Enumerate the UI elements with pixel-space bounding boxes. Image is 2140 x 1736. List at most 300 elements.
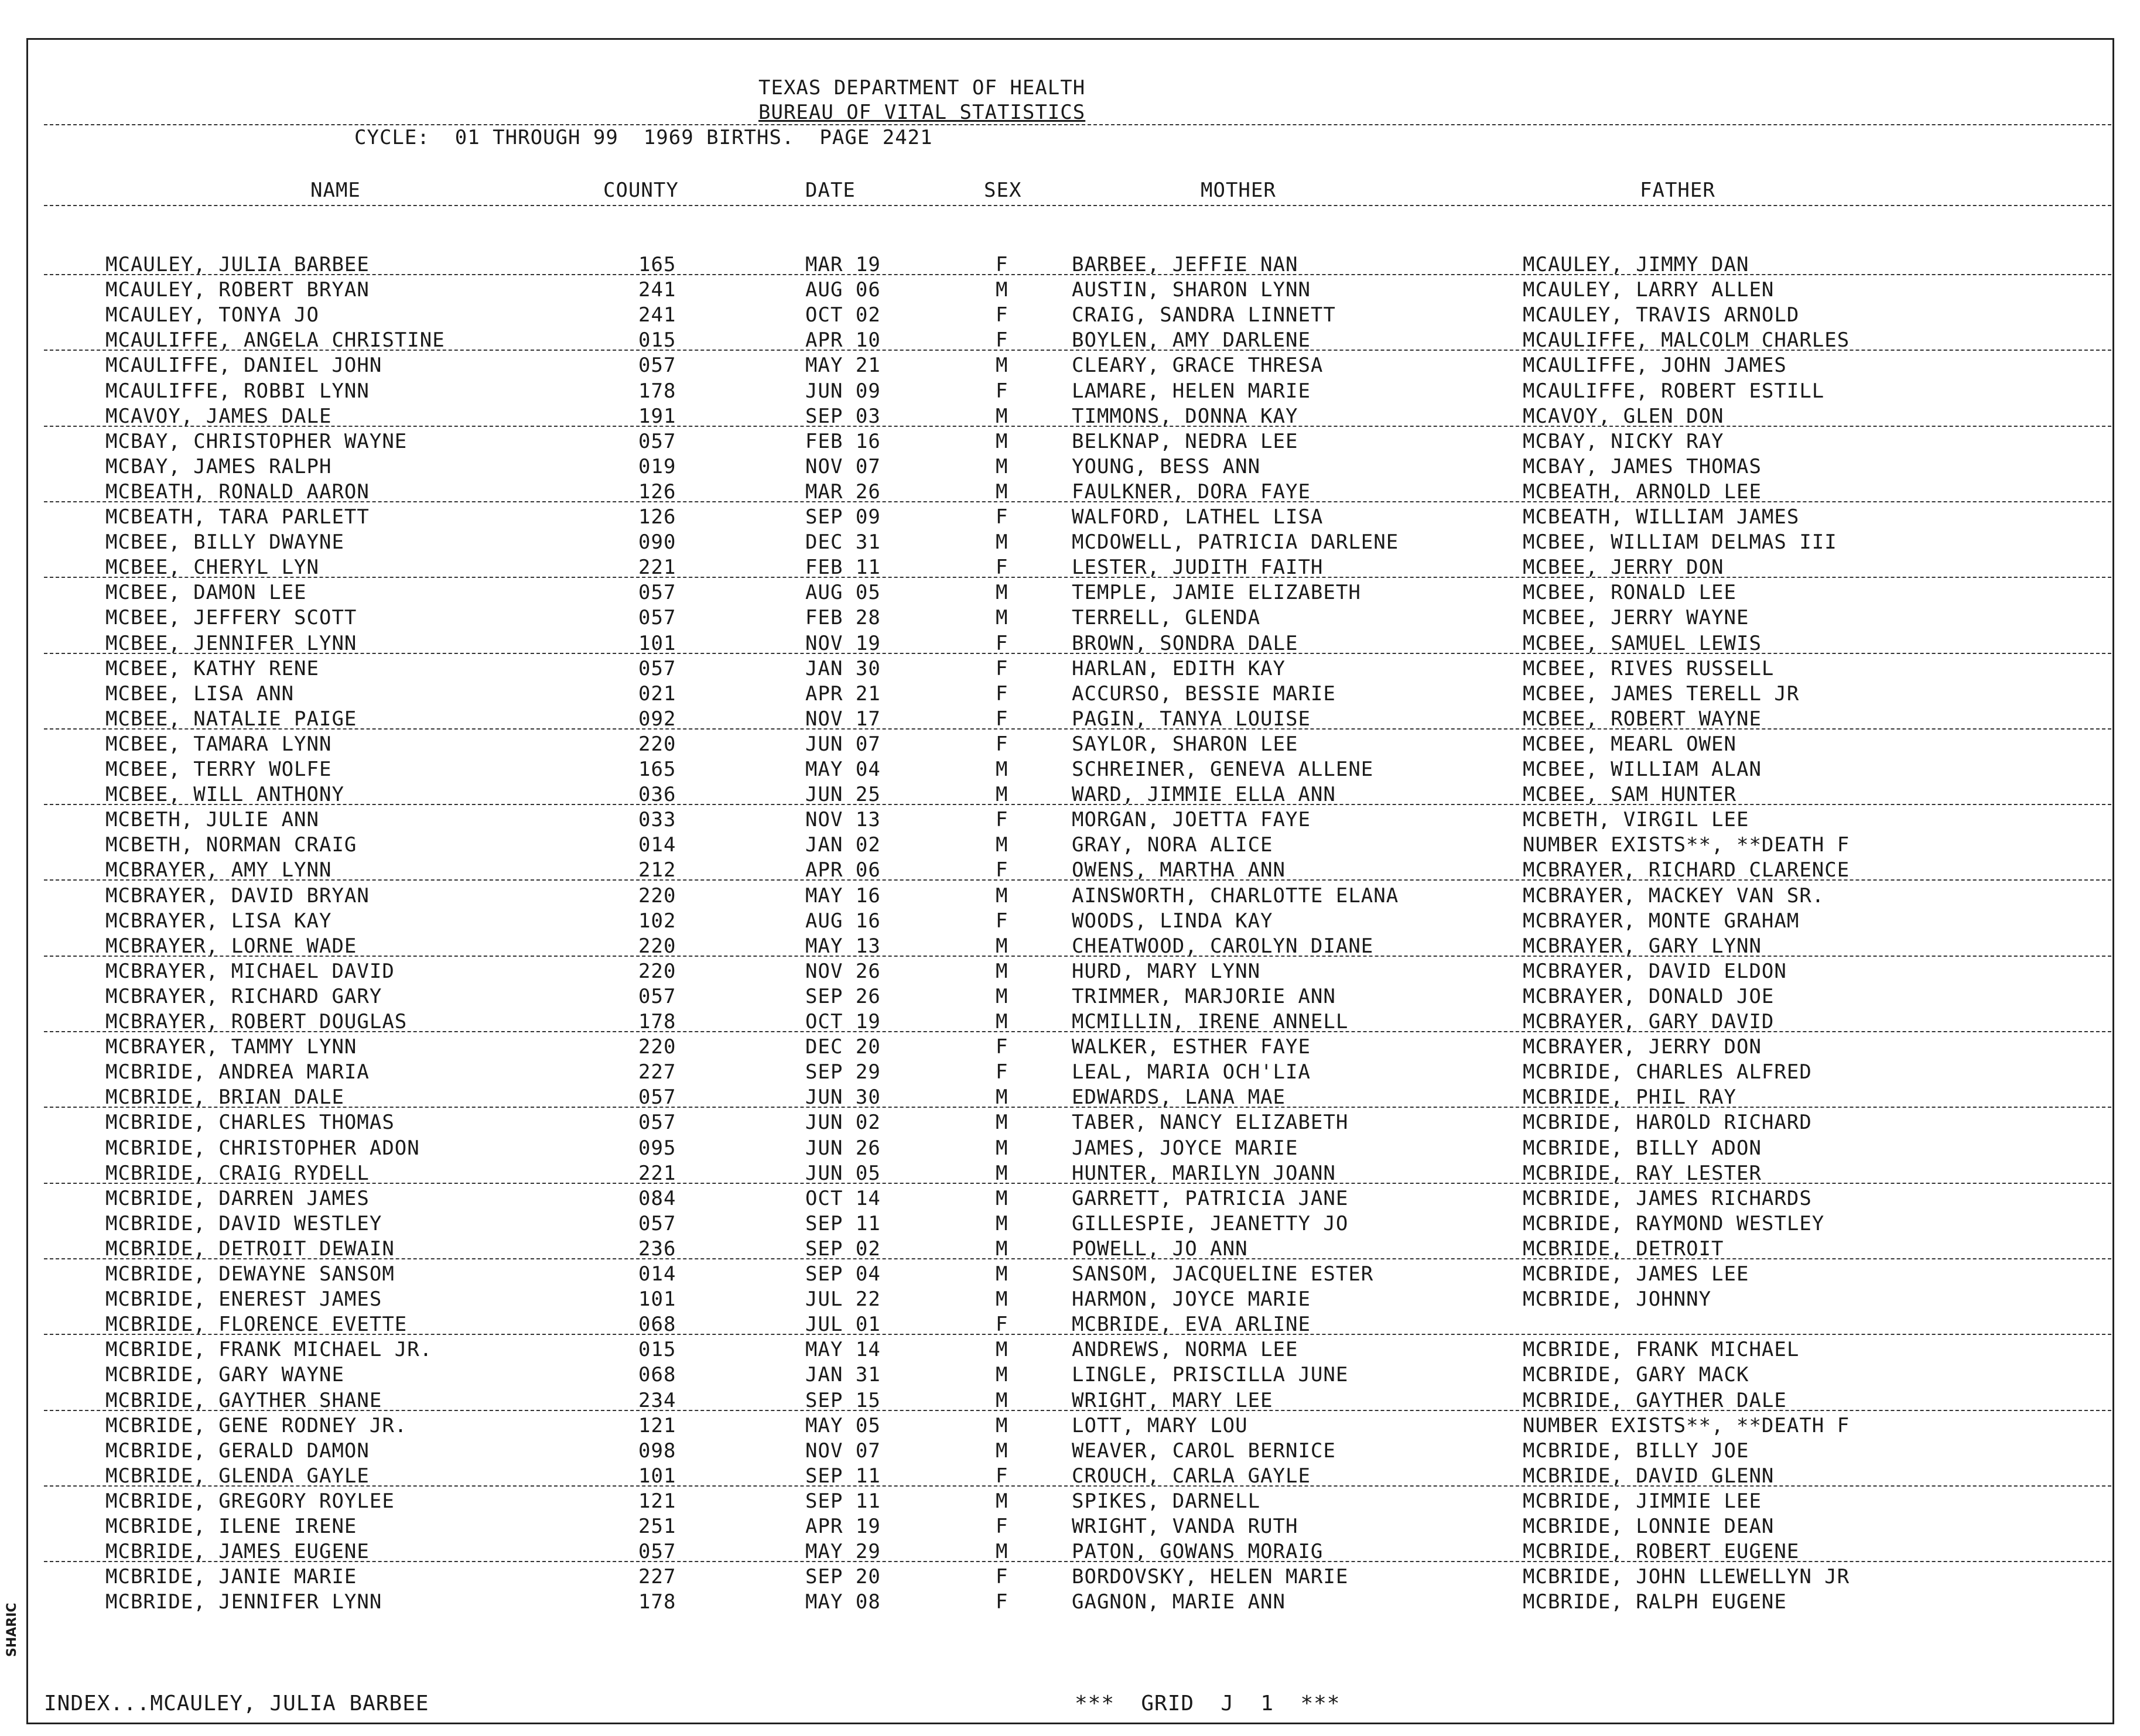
- record-sex: M: [996, 1338, 1009, 1361]
- record-father: MCBEE, SAM HUNTER: [1523, 783, 1736, 806]
- record-county: 165: [638, 253, 676, 276]
- record-father: MCBAY, JAMES THOMAS: [1523, 455, 1762, 478]
- record-name: MCBRIDE, DETROIT DEWAIN: [105, 1237, 395, 1261]
- record-county: 220: [638, 934, 676, 958]
- record-county: 178: [638, 379, 676, 403]
- record-father: MCBEE, RONALD LEE: [1523, 581, 1736, 604]
- record-father: MCBRIDE, DAVID GLENN: [1523, 1464, 1775, 1488]
- record-father: MCBEE, ROBERT WAYNE: [1523, 707, 1762, 731]
- record-name: MCBRIDE, DAVID WESTLEY: [105, 1212, 382, 1235]
- cycle-line: CYCLE: 01 THROUGH 99 1969 BIRTHS. PAGE 2421: [354, 126, 933, 149]
- record-name: MCBRIDE, DARREN JAMES: [105, 1187, 370, 1210]
- row-rule: [44, 1410, 2111, 1411]
- record-mother: AINSWORTH, CHARLOTTE ELANA: [1072, 884, 1399, 908]
- record-sex: F: [996, 1565, 1009, 1588]
- record-name: MCBRAYER, LORNE WADE: [105, 934, 357, 958]
- record-name: MCBEE, KATHY RENE: [105, 657, 319, 680]
- column-header-sex: SEX: [984, 179, 1022, 202]
- record-date: JUN 05: [805, 1162, 881, 1185]
- record-name: MCBRIDE, ANDREA MARIA: [105, 1060, 370, 1084]
- record-mother: LESTER, JUDITH FAITH: [1072, 556, 1324, 579]
- record-mother: HUNTER, MARILYN JOANN: [1072, 1162, 1336, 1185]
- record-name: MCAULEY, TONYA JO: [105, 303, 319, 327]
- record-county: 057: [638, 581, 676, 604]
- record-sex: F: [996, 328, 1009, 352]
- record-county: 220: [638, 732, 676, 756]
- record-mother: GARRETT, PATRICIA JANE: [1072, 1187, 1349, 1210]
- record-sex: M: [996, 1490, 1009, 1513]
- record-sex: M: [996, 1262, 1009, 1286]
- record-name: MCBRAYER, RICHARD GARY: [105, 985, 382, 1008]
- record-father: MCBRAYER, GARY LYNN: [1523, 934, 1762, 958]
- record-mother: LAMARE, HELEN MARIE: [1072, 379, 1311, 403]
- record-sex: M: [996, 1212, 1009, 1235]
- record-date: MAY 08: [805, 1590, 881, 1614]
- record-sex: M: [996, 884, 1009, 908]
- record-name: MCBRIDE, GERALD DAMON: [105, 1439, 370, 1463]
- record-county: 221: [638, 1162, 676, 1185]
- record-date: AUG 05: [805, 581, 881, 604]
- record-county: 068: [638, 1363, 676, 1386]
- record-name: MCBRIDE, CHRISTOPHER ADON: [105, 1136, 420, 1160]
- record-date: SEP 26: [805, 985, 881, 1008]
- record-sex: M: [996, 1187, 1009, 1210]
- record-county: 191: [638, 405, 676, 428]
- record-father: MCBRIDE, HAROLD RICHARD: [1523, 1111, 1812, 1134]
- grid-footer: *** GRID J 1 ***: [1075, 1692, 1341, 1716]
- record-county: 057: [638, 1212, 676, 1235]
- record-county: 178: [638, 1010, 676, 1033]
- record-sex: F: [996, 732, 1009, 756]
- record-mother: BOYLEN, AMY DARLENE: [1072, 328, 1311, 352]
- row-rule: [44, 350, 2111, 351]
- record-mother: WARD, JIMMIE ELLA ANN: [1072, 783, 1336, 806]
- record-sex: F: [996, 1060, 1009, 1084]
- record-date: JUN 26: [805, 1136, 881, 1160]
- record-mother: BELKNAP, NEDRA LEE: [1072, 430, 1298, 453]
- record-county: 236: [638, 1237, 676, 1261]
- record-mother: JAMES, JOYCE MARIE: [1072, 1136, 1298, 1160]
- column-header-mother: MOTHER: [1201, 179, 1276, 202]
- row-rule: [44, 804, 2111, 805]
- record-date: JAN 30: [805, 657, 881, 680]
- record-mother: MORGAN, JOETTA FAYE: [1072, 808, 1311, 831]
- record-county: 220: [638, 884, 676, 908]
- record-name: MCBEE, WILL ANTHONY: [105, 783, 344, 806]
- row-rule: [44, 577, 2111, 578]
- record-date: DEC 31: [805, 530, 881, 554]
- record-father: MCBRIDE, RAYMOND WESTLEY: [1523, 1212, 1825, 1235]
- row-rule: [44, 1183, 2111, 1184]
- record-date: MAY 29: [805, 1540, 881, 1563]
- record-name: MCBEATH, TARA PARLETT: [105, 505, 370, 529]
- record-mother: WALFORD, LATHEL LISA: [1072, 505, 1324, 529]
- record-mother: CROUCH, CARLA GAYLE: [1072, 1464, 1311, 1488]
- record-sex: M: [996, 354, 1009, 377]
- record-date: JAN 02: [805, 833, 881, 857]
- record-mother: CRAIG, SANDRA LINNETT: [1072, 303, 1336, 327]
- record-sex: M: [996, 1363, 1009, 1386]
- row-rule: [44, 1258, 2111, 1259]
- record-county: 057: [638, 985, 676, 1008]
- record-name: MCAULIFFE, ROBBI LYNN: [105, 379, 370, 403]
- record-name: MCBRIDE, FLORENCE EVETTE: [105, 1313, 408, 1336]
- record-father: MCBEE, SAMUEL LEWIS: [1523, 632, 1762, 655]
- record-name: MCBRAYER, LISA KAY: [105, 909, 332, 933]
- record-county: 241: [638, 278, 676, 302]
- record-county: 126: [638, 505, 676, 529]
- record-county: 102: [638, 909, 676, 933]
- record-date: OCT 02: [805, 303, 881, 327]
- record-date: SEP 11: [805, 1212, 881, 1235]
- record-sex: F: [996, 1464, 1009, 1488]
- record-date: NOV 19: [805, 632, 881, 655]
- record-date: JUL 01: [805, 1313, 881, 1336]
- record-name: MCBRIDE, GAYTHER SHANE: [105, 1389, 382, 1412]
- record-father: MCBRAYER, GARY DAVID: [1523, 1010, 1775, 1033]
- record-date: JUN 02: [805, 1111, 881, 1134]
- record-sex: M: [996, 278, 1009, 302]
- record-father: MCAULEY, JIMMY DAN: [1523, 253, 1749, 276]
- record-sex: M: [996, 606, 1009, 629]
- record-date: OCT 19: [805, 1010, 881, 1033]
- record-mother: LEAL, MARIA OCH'LIA: [1072, 1060, 1311, 1084]
- record-mother: POWELL, JO ANN: [1072, 1237, 1248, 1261]
- record-name: MCBRIDE, GREGORY ROYLEE: [105, 1490, 395, 1513]
- record-date: JUN 25: [805, 783, 881, 806]
- record-county: 227: [638, 1565, 676, 1588]
- record-name: MCBEE, DAMON LEE: [105, 581, 307, 604]
- record-father: MCAULIFFE, MALCOLM CHARLES: [1523, 328, 1850, 352]
- record-sex: M: [996, 530, 1009, 554]
- record-county: 033: [638, 808, 676, 831]
- record-mother: TEMPLE, JAMIE ELIZABETH: [1072, 581, 1361, 604]
- record-name: MCBEE, BILLY DWAYNE: [105, 530, 344, 554]
- record-sex: F: [996, 858, 1009, 882]
- record-sex: M: [996, 1162, 1009, 1185]
- record-county: 019: [638, 455, 676, 478]
- record-father: MCBEE, JERRY WAYNE: [1523, 606, 1749, 629]
- record-name: MCBEE, TERRY WOLFE: [105, 758, 332, 781]
- record-father: MCBRIDE, JAMES RICHARDS: [1523, 1187, 1812, 1210]
- record-county: 234: [638, 1389, 676, 1412]
- row-rule: [44, 1107, 2111, 1108]
- record-mother: PAGIN, TANYA LOUISE: [1072, 707, 1311, 731]
- record-county: 068: [638, 1313, 676, 1336]
- record-name: MCBRAYER, ROBERT DOUGLAS: [105, 1010, 408, 1033]
- record-county: 084: [638, 1187, 676, 1210]
- record-father: MCBEE, MEARL OWEN: [1523, 732, 1736, 756]
- row-rule: [44, 1485, 2111, 1487]
- record-father: MCBRIDE, PHIL RAY: [1523, 1086, 1736, 1109]
- record-sex: F: [996, 707, 1009, 731]
- record-date: MAY 04: [805, 758, 881, 781]
- record-mother: WOODS, LINDA KAY: [1072, 909, 1273, 933]
- record-father: MCBRIDE, LONNIE DEAN: [1523, 1515, 1775, 1538]
- record-date: FEB 11: [805, 556, 881, 579]
- row-rule: [44, 274, 2111, 275]
- record-county: 036: [638, 783, 676, 806]
- record-mother: SPIKES, DARNELL: [1072, 1490, 1261, 1513]
- record-sex: M: [996, 405, 1009, 428]
- record-name: MCAULEY, JULIA BARBEE: [105, 253, 370, 276]
- record-name: MCAVOY, JAMES DALE: [105, 405, 332, 428]
- record-father: MCBRIDE, BILLY JOE: [1523, 1439, 1749, 1463]
- record-name: MCBRIDE, GLENDA GAYLE: [105, 1464, 370, 1488]
- record-county: 241: [638, 303, 676, 327]
- record-sex: F: [996, 1590, 1009, 1614]
- record-county: 092: [638, 707, 676, 731]
- record-date: SEP 04: [805, 1262, 881, 1286]
- record-county: 165: [638, 758, 676, 781]
- record-county: 178: [638, 1590, 676, 1614]
- record-name: MCBEE, NATALIE PAIGE: [105, 707, 357, 731]
- record-father: MCBRAYER, JERRY DON: [1523, 1035, 1762, 1059]
- record-mother: HARLAN, EDITH KAY: [1072, 657, 1286, 680]
- record-father: MCBRIDE, DETROIT: [1523, 1237, 1724, 1261]
- record-name: MCBRIDE, GARY WAYNE: [105, 1363, 344, 1386]
- record-sex: M: [996, 758, 1009, 781]
- record-county: 057: [638, 657, 676, 680]
- record-date: AUG 16: [805, 909, 881, 933]
- record-date: JUN 30: [805, 1086, 881, 1109]
- record-mother: ANDREWS, NORMA LEE: [1072, 1338, 1298, 1361]
- row-rule: [44, 653, 2111, 654]
- record-county: 057: [638, 1111, 676, 1134]
- record-name: MCBRIDE, JANIE MARIE: [105, 1565, 357, 1588]
- record-sex: M: [996, 480, 1009, 504]
- row-rule: [44, 1561, 2111, 1562]
- record-mother: WEAVER, CAROL BERNICE: [1072, 1439, 1336, 1463]
- record-county: 014: [638, 1262, 676, 1286]
- record-county: 057: [638, 1086, 676, 1109]
- record-date: MAY 14: [805, 1338, 881, 1361]
- record-sex: M: [996, 934, 1009, 958]
- record-mother: LINGLE, PRISCILLA JUNE: [1072, 1363, 1349, 1386]
- record-sex: F: [996, 253, 1009, 276]
- record-date: JUN 09: [805, 379, 881, 403]
- header-subtitle: BUREAU OF VITAL STATISTICS: [758, 101, 1086, 124]
- record-sex: M: [996, 833, 1009, 857]
- record-mother: AUSTIN, SHARON LYNN: [1072, 278, 1311, 302]
- record-date: NOV 07: [805, 1439, 881, 1463]
- record-name: MCBRAYER, MICHAEL DAVID: [105, 960, 395, 983]
- record-date: JAN 31: [805, 1363, 881, 1386]
- record-mother: CHEATWOOD, CAROLYN DIANE: [1072, 934, 1374, 958]
- record-date: MAR 26: [805, 480, 881, 504]
- record-date: NOV 13: [805, 808, 881, 831]
- record-sex: M: [996, 1288, 1009, 1311]
- record-mother: TERRELL, GLENDA: [1072, 606, 1261, 629]
- row-rule: [44, 501, 2111, 502]
- record-county: 095: [638, 1136, 676, 1160]
- column-header-rule: [44, 205, 2111, 206]
- record-sex: M: [996, 783, 1009, 806]
- record-date: SEP 20: [805, 1565, 881, 1588]
- record-father: MCBRIDE, JOHNNY: [1523, 1288, 1712, 1311]
- record-father: MCBRIDE, GARY MACK: [1523, 1363, 1749, 1386]
- record-date: APR 21: [805, 682, 881, 706]
- record-mother: WALKER, ESTHER FAYE: [1072, 1035, 1311, 1059]
- record-father: MCBEE, WILLIAM ALAN: [1523, 758, 1762, 781]
- record-county: 021: [638, 682, 676, 706]
- record-father: MCAVOY, GLEN DON: [1523, 405, 1724, 428]
- record-date: APR 19: [805, 1515, 881, 1538]
- record-sex: M: [996, 1439, 1009, 1463]
- record-father: MCBRIDE, RALPH EUGENE: [1523, 1590, 1787, 1614]
- record-father: MCBRAYER, DONALD JOE: [1523, 985, 1775, 1008]
- record-date: MAY 21: [805, 354, 881, 377]
- record-mother: TABER, NANCY ELIZABETH: [1072, 1111, 1349, 1134]
- record-name: MCBAY, CHRISTOPHER WAYNE: [105, 430, 408, 453]
- record-date: JUN 07: [805, 732, 881, 756]
- record-county: 015: [638, 328, 676, 352]
- record-county: 220: [638, 1035, 676, 1059]
- record-sex: F: [996, 1515, 1009, 1538]
- record-date: MAY 05: [805, 1414, 881, 1437]
- record-county: 014: [638, 833, 676, 857]
- record-father: MCBEATH, WILLIAM JAMES: [1523, 505, 1800, 529]
- record-father: MCBRIDE, FRANK MICHAEL: [1523, 1338, 1800, 1361]
- record-mother: OWENS, MARTHA ANN: [1072, 858, 1286, 882]
- record-mother: TIMMONS, DONNA KAY: [1072, 405, 1298, 428]
- record-mother: MCDOWELL, PATRICIA DARLENE: [1072, 530, 1399, 554]
- record-father: MCBRIDE, CHARLES ALFRED: [1523, 1060, 1812, 1084]
- record-name: MCAULIFFE, ANGELA CHRISTINE: [105, 328, 445, 352]
- record-county: 121: [638, 1490, 676, 1513]
- record-father: MCAULIFFE, ROBERT ESTILL: [1523, 379, 1825, 403]
- record-date: NOV 07: [805, 455, 881, 478]
- record-name: MCBRIDE, JAMES EUGENE: [105, 1540, 370, 1563]
- column-header-county: COUNTY: [603, 179, 679, 202]
- column-header-date: DATE: [805, 179, 856, 202]
- record-county: 090: [638, 530, 676, 554]
- record-sex: F: [996, 808, 1009, 831]
- record-father: MCBAY, NICKY RAY: [1523, 430, 1724, 453]
- record-sex: F: [996, 1313, 1009, 1336]
- record-mother: MCMILLIN, IRENE ANNELL: [1072, 1010, 1349, 1033]
- record-county: 057: [638, 430, 676, 453]
- row-rule: [44, 1334, 2111, 1335]
- record-mother: HURD, MARY LYNN: [1072, 960, 1261, 983]
- record-sex: F: [996, 556, 1009, 579]
- row-rule: [44, 879, 2111, 881]
- record-father: MCBRAYER, MONTE GRAHAM: [1523, 909, 1800, 933]
- record-name: MCBEE, JENNIFER LYNN: [105, 632, 357, 655]
- record-date: SEP 11: [805, 1490, 881, 1513]
- record-father: MCBEE, RIVES RUSSELL: [1523, 657, 1775, 680]
- record-father: MCAULEY, LARRY ALLEN: [1523, 278, 1775, 302]
- record-mother: YOUNG, BESS ANN: [1072, 455, 1261, 478]
- record-mother: LOTT, MARY LOU: [1072, 1414, 1248, 1437]
- row-rule: [44, 956, 2111, 957]
- record-sex: M: [996, 1010, 1009, 1033]
- record-name: MCBRIDE, GENE RODNEY JR.: [105, 1414, 408, 1437]
- record-sex: M: [996, 581, 1009, 604]
- record-father: MCBRIDE, RAY LESTER: [1523, 1162, 1762, 1185]
- side-label: SHARIC: [5, 1603, 19, 1657]
- record-sex: F: [996, 379, 1009, 403]
- record-date: FEB 28: [805, 606, 881, 629]
- record-father: MCBEE, WILLIAM DELMAS III: [1523, 530, 1837, 554]
- record-sex: F: [996, 303, 1009, 327]
- record-name: MCBRIDE, DEWAYNE SANSOM: [105, 1262, 395, 1286]
- record-name: MCBETH, JULIE ANN: [105, 808, 319, 831]
- record-name: MCBRAYER, DAVID BRYAN: [105, 884, 370, 908]
- record-father: MCBRIDE, GAYTHER DALE: [1523, 1389, 1787, 1412]
- record-name: MCBEE, JEFFERY SCOTT: [105, 606, 357, 629]
- record-name: MCBEATH, RONALD AARON: [105, 480, 370, 504]
- record-sex: F: [996, 909, 1009, 933]
- record-name: MCBRIDE, JENNIFER LYNN: [105, 1590, 382, 1614]
- header-rule: [44, 124, 2111, 125]
- record-sex: M: [996, 1540, 1009, 1563]
- record-sex: M: [996, 1237, 1009, 1261]
- record-county: 121: [638, 1414, 676, 1437]
- record-name: MCAULIFFE, DANIEL JOHN: [105, 354, 382, 377]
- record-father: MCAULIFFE, JOHN JAMES: [1523, 354, 1787, 377]
- record-mother: BARBEE, JEFFIE NAN: [1072, 253, 1298, 276]
- record-sex: M: [996, 1389, 1009, 1412]
- record-father: MCBRAYER, RICHARD CLARENCE: [1523, 858, 1850, 882]
- record-mother: ACCURSO, BESSIE MARIE: [1072, 682, 1336, 706]
- record-sex: F: [996, 657, 1009, 680]
- record-mother: GAGNON, MARIE ANN: [1072, 1590, 1286, 1614]
- record-father: MCBRIDE, BILLY ADON: [1523, 1136, 1762, 1160]
- record-county: 057: [638, 606, 676, 629]
- record-mother: SCHREINER, GENEVA ALLENE: [1072, 758, 1374, 781]
- record-sex: M: [996, 1111, 1009, 1134]
- record-date: SEP 02: [805, 1237, 881, 1261]
- record-county: 251: [638, 1515, 676, 1538]
- record-mother: HARMON, JOYCE MARIE: [1072, 1288, 1311, 1311]
- record-date: SEP 09: [805, 505, 881, 529]
- record-date: DEC 20: [805, 1035, 881, 1059]
- record-county: 101: [638, 632, 676, 655]
- record-date: SEP 15: [805, 1389, 881, 1412]
- record-county: 101: [638, 1288, 676, 1311]
- column-header-father: FATHER: [1640, 179, 1715, 202]
- record-father: MCBEE, JAMES TERELL JR: [1523, 682, 1800, 706]
- record-date: NOV 26: [805, 960, 881, 983]
- record-name: MCBRIDE, FRANK MICHAEL JR.: [105, 1338, 433, 1361]
- record-father: MCBRIDE, JOHN LLEWELLYN JR: [1523, 1565, 1850, 1588]
- record-date: AUG 06: [805, 278, 881, 302]
- record-mother: BROWN, SONDRA DALE: [1072, 632, 1298, 655]
- record-name: MCAULEY, ROBERT BRYAN: [105, 278, 370, 302]
- record-name: MCBRIDE, ENEREST JAMES: [105, 1288, 382, 1311]
- record-mother: SANSOM, JACQUELINE ESTER: [1072, 1262, 1374, 1286]
- record-date: NOV 17: [805, 707, 881, 731]
- record-county: 221: [638, 556, 676, 579]
- record-county: 015: [638, 1338, 676, 1361]
- record-county: 220: [638, 960, 676, 983]
- record-sex: M: [996, 430, 1009, 453]
- record-mother: WRIGHT, VANDA RUTH: [1072, 1515, 1298, 1538]
- record-father: NUMBER EXISTS**, **DEATH F: [1523, 833, 1850, 857]
- record-father: MCBRIDE, ROBERT EUGENE: [1523, 1540, 1800, 1563]
- record-county: 126: [638, 480, 676, 504]
- record-sex: F: [996, 682, 1009, 706]
- record-mother: TRIMMER, MARJORIE ANN: [1072, 985, 1336, 1008]
- record-sex: M: [996, 1086, 1009, 1109]
- record-sex: F: [996, 505, 1009, 529]
- index-footer: INDEX...MCAULEY, JULIA BARBEE: [44, 1692, 429, 1716]
- record-father: MCAULEY, TRAVIS ARNOLD: [1523, 303, 1800, 327]
- record-mother: GRAY, NORA ALICE: [1072, 833, 1273, 857]
- record-father: MCBRAYER, DAVID ELDON: [1523, 960, 1787, 983]
- record-date: APR 10: [805, 328, 881, 352]
